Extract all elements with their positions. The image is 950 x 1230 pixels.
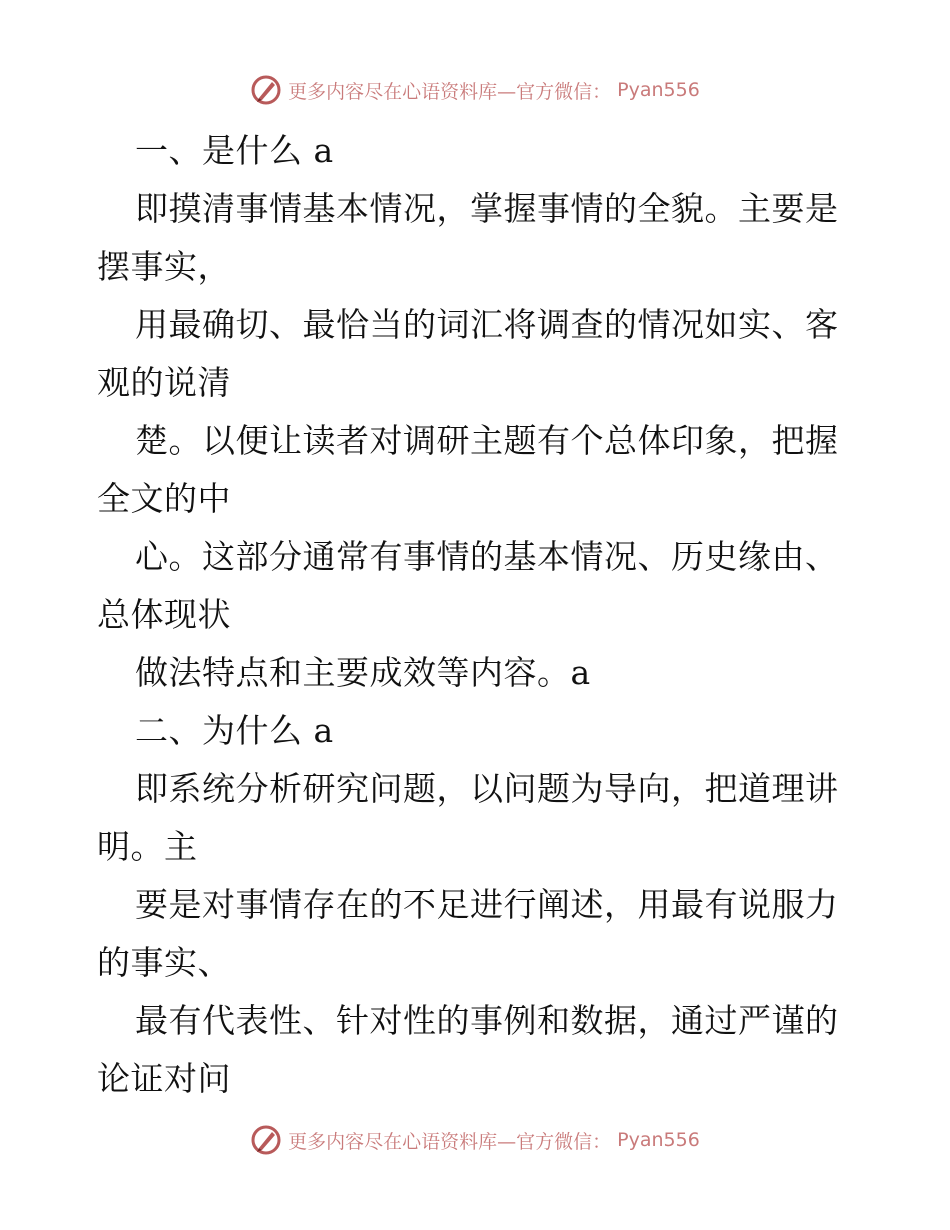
paragraph-line: 即摸清事情基本情况，掌握事情的全貌。主要是摆事实，: [97, 189, 839, 286]
paragraph-line: 二、为什么 a: [135, 711, 334, 750]
paragraph-line: 楚。以便让读者对调研主题有个总体印象，把握全文的中: [97, 421, 839, 518]
paragraph-line: 心。这部分通常有事情的基本情况、历史缘由、总体现状: [97, 537, 839, 634]
pen-logo-icon: [250, 1124, 282, 1156]
wechat-id: Pyan556: [617, 1129, 700, 1151]
pen-logo-icon: [250, 74, 282, 106]
watermark-text: 更多内容尽在心语资料库—官方微信：: [288, 80, 612, 103]
wechat-id: Pyan556: [617, 79, 700, 101]
paragraph-line: 要是对事情存在的不足进行阐述，用最有说服力的事实、: [97, 885, 839, 982]
paragraph-line: 用最确切、最恰当的词汇将调查的情况如实、客观的说清: [97, 305, 839, 402]
footer-watermark: [0, 1122, 950, 1158]
watermark-text: 更多内容尽在心语资料库—官方微信：: [288, 1130, 612, 1153]
paragraph-line: 即系统分析研究问题，以问题为导向，把道理讲明。主: [97, 769, 839, 866]
paragraph-line: 做法特点和主要成效等内容。a: [135, 653, 591, 692]
paragraph-line: 最有代表性、针对性的事例和数据，通过严谨的论证对问: [97, 1001, 839, 1098]
document-body: [97, 122, 857, 1108]
header-watermark: [0, 72, 950, 108]
paragraph-line: 一、是什么 a: [135, 131, 334, 170]
